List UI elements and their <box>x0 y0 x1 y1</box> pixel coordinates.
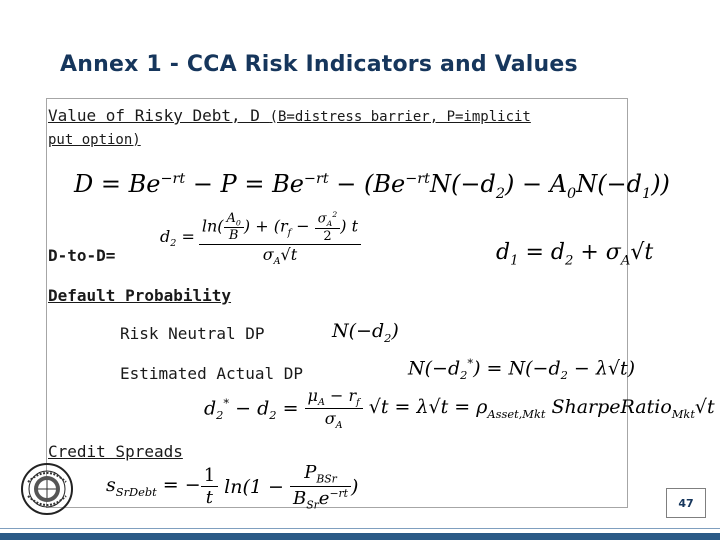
d2-formula: $d_2$ = ln( $\frac{A_0}{B}$ ) + ($r_f$ − $\frac{\sigma_A^2}{2}$ ) t $\sigma_A√t$ <box>160 210 361 267</box>
risky-debt-label: Value of Risky Debt, D <box>48 106 260 125</box>
dtod-label: D-to-D= <box>48 246 116 265</box>
d1-formula: $d_1 = d_2 + \sigma_A√t$ <box>496 240 654 269</box>
footer-divider <box>0 528 720 529</box>
risky-debt-note: (B=distress barrier, P=implicit <box>269 109 531 125</box>
credit-spreads-label: Credit Spreads <box>48 442 183 461</box>
risk-neutral-formula: $N(-d_2)$ <box>332 320 399 345</box>
estimated-actual-label: Estimated Actual DP <box>120 364 304 383</box>
page-number: 47 <box>666 488 706 518</box>
slide-title: Annex 1 - CCA Risk Indicators and Values <box>60 52 578 77</box>
footer-band <box>0 533 720 540</box>
estimated-actual-formula: $N(-d_2^*) = N(-d_2 - \lambda√t)$ <box>408 356 636 383</box>
credit-spread-formula: $s_{SrDebt}$ = − $\frac{1}{t}$ ln(1 − $P_{BSr}$ $B_{Sr}e^{-rt}$ ) <box>106 462 359 512</box>
risk-neutral-label: Risk Neutral DP <box>120 324 265 343</box>
risky-debt-formula: $D = Be^{-rt} - P = Be^{-rt} - (Be^{-rt}N(-d_2) - A_0N(-d_1))$ <box>74 170 670 202</box>
sharpe-ratio-formula: $d_2^* - d_2$ = $\frac{\mu_A - r_f}{\sigma_A}$ $√t = \lambda√t = \rho_{Asset,Mkt}$ SharpeRatio$_{Mkt}$√t <box>204 386 715 432</box>
imf-seal-icon <box>20 462 74 516</box>
default-probability-label: Default Probability <box>48 286 232 305</box>
risky-debt-note-cont: put option) <box>48 132 141 148</box>
risky-debt-heading <box>48 106 531 125</box>
